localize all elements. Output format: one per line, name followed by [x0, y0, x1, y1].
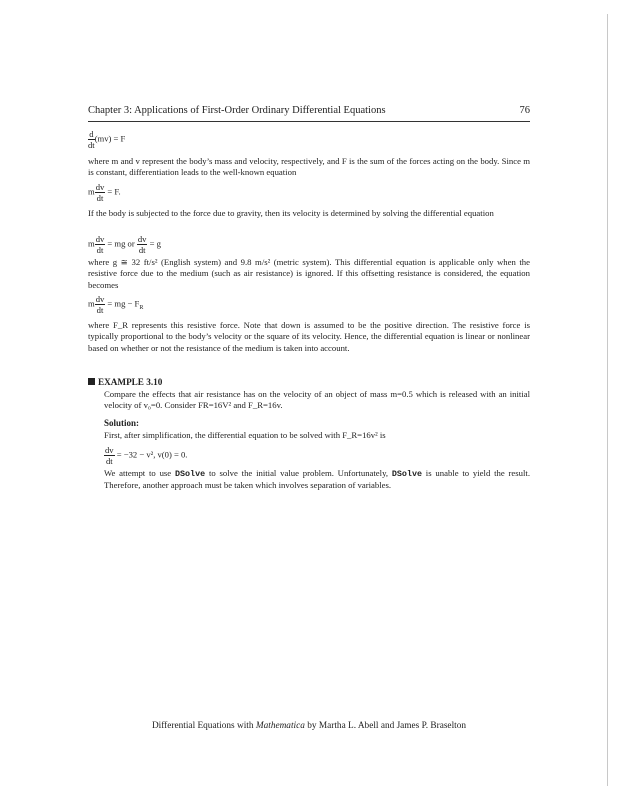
page-footer: Differential Equations with Mathematica by Martha L. Abell and James P. Braselton [151, 721, 467, 731]
equation-newton: m $\frac{dv}{dt}$ = F. [88, 182, 121, 203]
equation-momentum: $\frac{d}{dt}$ (mv) = F [88, 129, 126, 150]
paragraph-4: where F_R represents this resistive force. Note that down is assumed to be the positive direction. The resistive force is typically proportional to the body’s velocity or the square of its velocity. Hence, the differential equation is linear or nonlinear based on whether or not the resistance of the medium is taken into account. [88, 320, 530, 353]
equation-gravity: m $\frac{dv}{dt}$ = mg or $\frac{dv}{dt}$ = g [88, 234, 161, 255]
example-heading: EXAMPLE 3.10 [88, 377, 162, 387]
square-bullet-icon [88, 378, 95, 385]
paragraph-3: where g ≅ 32 ft/s² (English system) and 9.8 m/s² (metric system). This differential equation is applicable only when the resistive force due to the medium (such as air resistance) is ignored. If this offsetting resistance is considered, the equation becomes [88, 257, 530, 290]
equation-ivp: $\frac{dv}{dt}$ = −32 − v², v(0) = 0. [105, 445, 188, 466]
solution-label: Solution: [104, 418, 140, 428]
paragraph-2: If the body is subjected to the force due to gravity, then its velocity is determined by solving the differential equation [88, 208, 494, 218]
header-rule [88, 121, 530, 122]
equation-resistance: m $\frac{dv}{dt}$ = mg − $F_R$ [88, 294, 144, 315]
chapter-title: Chapter 3: Applications of First-Order Ordinary Differential Equations [88, 105, 386, 116]
paragraph-1: where m and v represent the body’s mass and velocity, respectively, and F is the sum of the forces acting on the body. Since m is constant, differentiation leads to the well-known equation [88, 156, 530, 178]
example-statement: Compare the effects that air resistance has on the velocity of an object of mass m=0.5 which is released with an initial velocity of v₀=0. Consider FR=16V² and F_R=16v. [104, 389, 530, 411]
code-dsolve: DSolve [391, 469, 422, 479]
running-header [88, 105, 530, 119]
solution-intro: First, after simplification, the differential equation to be solved with F_R=16v² is [104, 430, 386, 440]
solution-paragraph: We attempt to use DSolve to solve the initial value problem. Unfortunately, DSolve is unable to yield the result. Therefore, another approach must be taken which involves separation of variables. [104, 468, 530, 491]
page-number: 76 [519, 105, 530, 116]
code-dsolve: DSolve [174, 469, 206, 479]
page-edge-line [607, 14, 608, 786]
